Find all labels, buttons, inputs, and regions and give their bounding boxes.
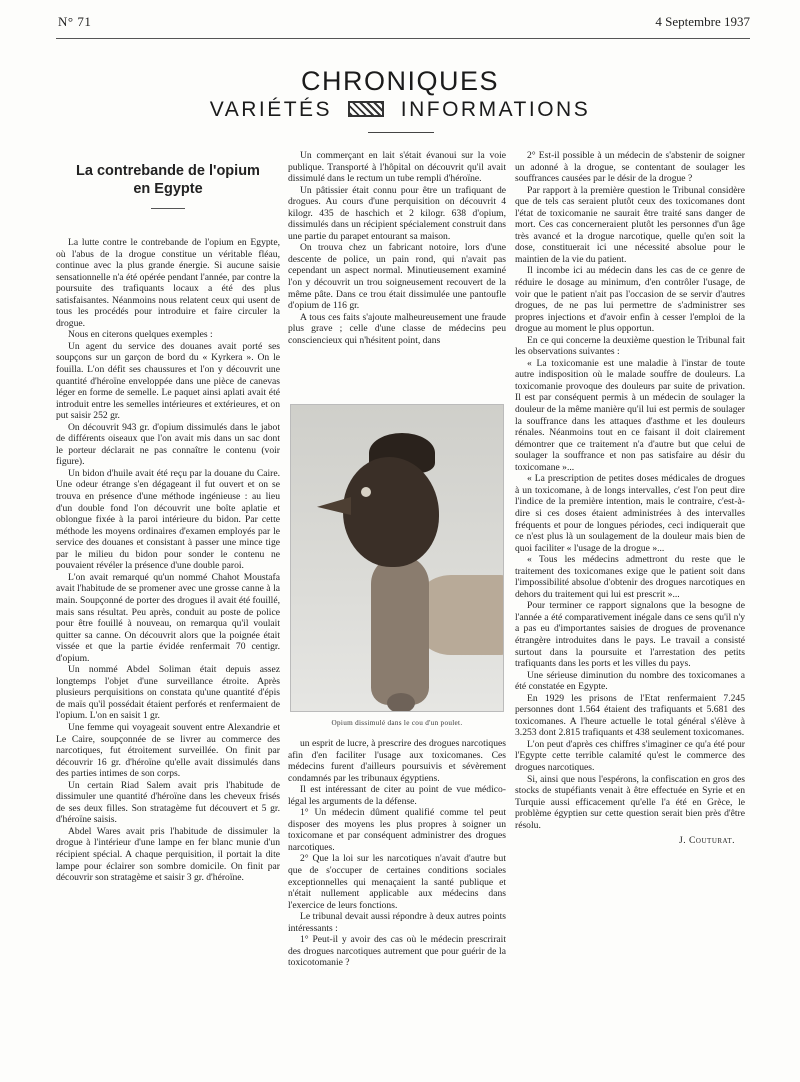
- article-title-line-2: en Egypte: [133, 181, 203, 197]
- issue-date: 4 Septembre 1937: [655, 14, 750, 29]
- masthead-left-word: VARIÉTÉS: [209, 98, 333, 121]
- paragraph: Une femme qui voyageait souvent entre Alexandrie et Le Caire, soupçonnée de se livrer au commerce des narcotiques, fut étroitement surveillée. On finit par découvrir 16 gr. d'héroïne qu'elle avait dissimulés dans des parties intimes de son corps.: [56, 721, 280, 780]
- author-signature: J. Couturat.: [679, 835, 735, 847]
- paragraph: 1° Peut-il y avoir des cas où le médecin prescrirait des drogues narcotiques autrement que pour guérir de la toxicotomanie ?: [288, 934, 506, 969]
- column-3: [515, 150, 745, 1030]
- paragraph: On découvrit 943 gr. d'opium dissimulés dans le jabot de différents oiseaux que l'on avait mis dans un sac dont le porteur déclarait ne pas connaître le contenu (voir figure).: [56, 421, 280, 468]
- column-1: [56, 150, 280, 1030]
- paragraph: Il incombe ici au médecin dans les cas de ce genre de réduire le dosage au minimum, d'en contrôler l'usage, de voir que le patient n'ait pas l'occasion de se servir d'autres drogues, de ne pas lui permettre de s'administrer ses propres injections et d'avoir enfin à cesser l'emploi de la drogue au moment le plus opportun.: [515, 265, 745, 335]
- paragraph: L'on peut d'après ces chiffres s'imaginer ce qu'a été pour l'Egypte cette terrible calamité qu'est le commerce des drogues narcotiques.: [515, 738, 745, 773]
- ornament-icon: [348, 101, 384, 117]
- paragraph: Pour terminer ce rapport signalons que la besogne de l'année a été comparativement inégale dans ce sens qu'il n'y a pas eu d'importantes saisies de drogues de provenance étrangère introduites dans le pays. Le travail a consisté surtout dans la poursuite et l'arrestation des petits trafiquants dans les ports et les villes du pays.: [515, 600, 745, 670]
- paragraph: Nous en citerons quelques exemples :: [68, 329, 213, 341]
- paragraph: Si, ainsi que nous l'espérons, la confiscation en gros des stocks de stupéfiants venait à être effectuée en Syrie et en Turquie aussi efficacement qu'elle l'a été en Grèce, le problème égyptien sur cette question serait bien près d'être résolu.: [515, 773, 745, 831]
- paragraph: On trouva chez un fabricant notoire, lors d'une descente de police, un pain rond, qui n'avait pas cependant un aspect normal. Minutieusement examiné l'on y découvrit un trou soigneusement recouvert de la même pâte. Dans ce trou était dissimulée une pantoufle d'opium de 116 gr.: [288, 242, 506, 312]
- masthead-divider: [368, 132, 434, 133]
- paragraph: « La toxicomanie est une maladie à l'instar de toute autre indisposition où le malade souffre de douleurs. La toxicomanie provoque des douleurs par suite de privation. Il est par conséquent permis à un médecin de soulager la douleur de la même manière qu'il lui est permis de soulager la souffrance dans les attaques d'asthme et les douleurs rénales. Néanmoins tout en ce faisant il doit clairement démontrer que ce traitement n'a d'autre but que celui de soulager la souffrance et non pas satisfaire au désir du toxicomane »...: [515, 357, 745, 473]
- paragraph: 2° Est-il possible à un médecin de s'abstenir de soigner un adonné à la drogue, se contentant de soulager les souffrances causées par le désir de la drogue ?: [515, 150, 745, 185]
- header-divider: [56, 38, 750, 39]
- paragraph: Abdel Wares avait pris l'habitude de dissimuler la drogue à l'intérieur d'une lampe en fer blanc munie d'un récipient spécial. A chaque perquisition, il portait la dite lampe pour éclairer son sombre domicile. On finit par découvrir son stratagème et saisir 3 gr. d'héroïne.: [56, 825, 280, 884]
- paragraph: « La prescription de petites doses médicales de drogues à un toxicomane, à de longs intervalles, c'est l'on peut dire l'indice de la première intention, mais le contraire, c'est-à-dire si ces doses étaient administrées à des intervalles fréquents et pour de longues périodes, ceci indiquerait que ce n'est plus là un soulagement de la douleur mais bien de quoi faciliter « l'usage de la drogue »...: [515, 473, 745, 554]
- masthead-subtitle: [0, 98, 800, 122]
- paragraph: L'on avait remarqué qu'un nommé Chahot Moustafa avait l'habitude de se promener avec une grosse canne à la main. Soupçonné de porter des drogues il avait été fouillé, mais sans résultat. Peu après, conduit au poste de police pour être fouillé à nouveau, on remarqua qu'il voulait quitter sa canne. On découvrit alors que la poignée était vissée et que la partie évidée renfermait 70 centigr. d'opium.: [56, 571, 280, 664]
- paragraph: Le tribunal devait aussi répondre à deux autres points intéressants :: [288, 911, 506, 934]
- article-title: [56, 162, 280, 198]
- paragraph: un esprit de lucre, à prescrire des drogues narcotiques afin d'en faciliter l'usage aux toxicomanes. Ces médecins furent d'ailleurs poursuivis et sévèrement condamnés par les tribunaux égyptiens.: [288, 738, 506, 784]
- column-2-bottom: [288, 738, 506, 1038]
- chicken-head-shape: [343, 457, 439, 567]
- paragraph: Par rapport à la première question le Tribunal considère que de tels cas seraient plutôt ceux des toxicomanes dont l'état de toxicomanie ne saurait être traité sans danger de mort. Ces cas concerneraient plutôt les personnes d'un âge très avancé et la drogue narcotique, quelle qu'en soit la dose, constituerait ici une nécessité absolue pour le maintien de la vie du patient.: [515, 184, 745, 265]
- paragraph: Une sérieuse diminution du nombre des toxicomanes a été constatée en Egypte.: [515, 669, 745, 693]
- paragraph: Un pâtissier était connu pour être un trafiquant de drogues. Au cours d'une perquisition on découvrit 4 kilogr. 435 de haschich et 2 kilogr. 638 d'opium, dissimulés dans un récipient spécialement construit dans une partie du parapet entourant sa maison.: [288, 184, 506, 242]
- title-divider: [151, 208, 185, 209]
- paragraph: La lutte contre le contrebande de l'opium en Egypte, où l'abus de la drogue constitue un véritable fléau, continue avec la plus grande énergie. Si aucune saisie sensationnelle n'a été opérée pendant l'année, par contre la poursuite des trafiquants locaux a été des plus satisfaisantes. Néanmoins nous relatent ceux qui usent de tous les procédés pour introduire et faire circuler la drogue.: [56, 237, 280, 329]
- masthead-title: CHRONIQUES: [300, 66, 499, 96]
- paragraph: Il est intéressant de citer au point de vue médico-légal les arguments de la défense.: [288, 784, 506, 807]
- paragraph: A tous ces faits s'ajoute malheureusement une fraude plus grave ; celle d'une classe de médecins peu consciencieux qui n'hésitent point, dans: [288, 311, 506, 346]
- issue-number: N° 71: [58, 14, 92, 29]
- chicken-photo: [290, 404, 504, 712]
- paragraph: En ce qui concerne la deuxième question le Tribunal fait les observations suivantes :: [515, 334, 745, 358]
- photo-caption: Opium dissimulé dans le cou d'un poulet.: [331, 719, 463, 727]
- paragraph: « Tous les médecins admettront du reste que le traitement des toxicomanes exige que le patient soit dans l'impossibilité absolue d'obtenir des drogues narcotiques en dehors du traitement qui lui est prescrit »...: [515, 554, 745, 600]
- string-knot-shape: [387, 693, 415, 712]
- masthead-right-word: INFORMATIONS: [400, 98, 591, 121]
- paragraph: 1° Un médecin dûment qualifié comme tel peut disposer des moyens les plus propres à soigner un toxicomane et par conséquent administrer des drogues narcotiques.: [288, 807, 506, 853]
- chicken-neck-shape: [371, 555, 429, 705]
- paragraph: Un commerçant en lait s'était évanoui sur la voie publique. Transporté à l'hôpital on découvrit qu'il avait dissimulé dans le rectum un tube rempli d'héroïne.: [288, 150, 506, 185]
- paragraph: Un bidon d'huile avait été reçu par la douane du Caire. Une odeur étrange s'en dégageant il fut ouvert et on se trouva en présence d'une méthode ingénieuse : au lieu d'un double fond l'on découvrit une boîte aplatie et oblongue fixée à la paroi intérieure du bidon. Par cette méthode les moyens ordinaires d'examen employés par le service des douanes et consistant à passer une mince tige par le milieu du bidon pour sonder le contenu ne pouvaient révéler la présence d'une double paroi.: [56, 467, 280, 572]
- paragraph: En 1929 les prisons de l'Etat renfermaient 7.245 personnes dont 1.564 étaient des trafiquants et 5.681 des toxicomanes. A l'heure actuelle le total général s'élève à 3.253 dont 2.815 trafiquants et 438 seulement toxicomanes.: [515, 692, 745, 739]
- paragraph: Un agent du service des douanes avait porté ses soupçons sur un garçon de bord du « Kyrkera ». On le fouilla. L'on défit ses chaussures et l'on y découvrit une quantité d'héroïne enveloppée dans une pièce de canevas léger en forme de semelle. Le paquet ainsi aplati avait été introduit entre les semelles intérieures et extérieures, et on put saisir 252 gr.: [56, 340, 280, 422]
- article-title-line-1: La contrebande de l'opium: [76, 163, 260, 179]
- paragraph: Un nommé Abdel Soliman était depuis assez longtemps l'objet d'une surveillance étroite. Après plusieurs perquisitions on constata qu'une quantité d'épis de maïs qu'il possédait étaient perforés et renfermaient de l'opium. L'on en saisit 1 gr.: [56, 664, 280, 722]
- paragraph: Un certain Riad Salem avait pris l'habitude de dissimuler une quantité d'héroïne dans les cheveux frisés de ses deux filles. Son stratagème fut découvert et 5 gr. d'héroïne saisis.: [56, 779, 280, 826]
- chicken-eye-shape: [361, 487, 371, 497]
- paragraph: 2° Que la loi sur les narcotiques n'avait d'autre but que de s'occuper de certaines conditions sociales exceptionnelles qui menaçaient la santé publique et n'était nullement applicable aux médecins dans l'exercice de leurs fonctions.: [288, 853, 506, 911]
- column-2-top: [288, 150, 506, 386]
